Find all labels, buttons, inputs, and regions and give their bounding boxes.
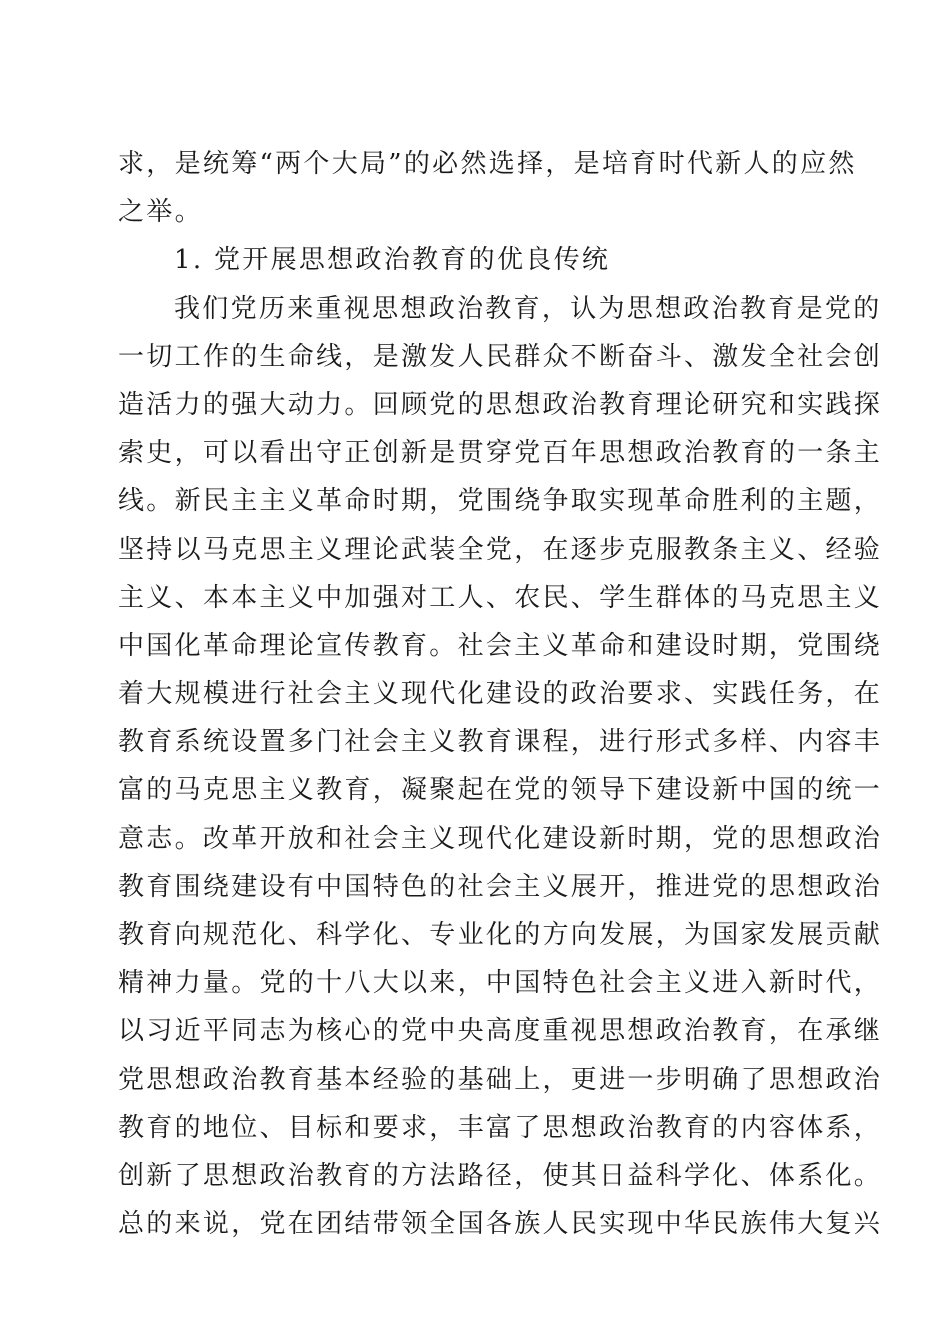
text-line: 一切工作的生命线，是激发人民群众不断奋斗、激发全社会创 bbox=[118, 341, 883, 372]
text-line: 索史，可以看出守正创新是贯穿党百年思想政治教育的一条主 bbox=[118, 438, 883, 469]
text-line: 求，是统筹“两个大局”的必然选择，是培育时代新人的应然 bbox=[118, 149, 857, 179]
text-line: 精神力量。党的十八大以来，中国特色社会主义进入新时代， bbox=[118, 968, 883, 999]
text-line: 线。新民主主义革命时期，党围绕争取实现革命胜利的主题， bbox=[118, 486, 883, 517]
paragraph-first-line: 我们党历来重视思想政治教育，认为思想政治教育是党的 bbox=[174, 293, 882, 324]
text-line: 以习近平同志为核心的党中央高度重视思想政治教育，在承继 bbox=[118, 1016, 883, 1047]
text-line: 党思想政治教育基本经验的基础上，更进一步明确了思想政治 bbox=[118, 1064, 883, 1095]
text-line: 主义、本本主义中加强对工人、农民、学生群体的马克思主义 bbox=[118, 582, 883, 613]
text-line: 造活力的强大动力。回顾党的思想政治教育理论研究和实践探 bbox=[118, 389, 883, 420]
text-line: 总的来说，党在团结带领全国各族人民实现中华民族伟大复兴 bbox=[118, 1209, 883, 1240]
text-line: 教育的地位、目标和要求，丰富了思想政治教育的内容体系， bbox=[118, 1112, 883, 1143]
text-line: 教育向规范化、科学化、专业化的方向发展，为国家发展贡献 bbox=[118, 920, 883, 950]
text-line: 富的马克思主义教育，凝聚起在党的领导下建设新中国的统一 bbox=[118, 775, 883, 806]
text-line: 着大规模进行社会主义现代化建设的政治要求、实践任务，在 bbox=[118, 679, 883, 710]
text-line: 坚持以马克思主义理论武装全党，在逐步克服教条主义、经验 bbox=[118, 534, 883, 565]
text-line: 意志。改革开放和社会主义现代化建设新时期，党的思想政治 bbox=[118, 823, 883, 854]
text-line: 教育围绕建设有中国特色的社会主义展开，推进党的思想政治 bbox=[118, 871, 883, 902]
text-line: 教育系统设置多门社会主义教育课程，进行形式多样、内容丰 bbox=[118, 727, 883, 758]
text-line: 中国化革命理论宣传教育。社会主义革命和建设时期，党围绕 bbox=[118, 630, 883, 661]
text-line: 之举。 bbox=[118, 197, 203, 228]
section-heading: 1. 党开展思想政治教育的优良传统 bbox=[174, 245, 611, 276]
body-text bbox=[118, 140, 883, 1248]
text-line: 创新了思想政治教育的方法路径，使其日益科学化、体系化。 bbox=[118, 1160, 883, 1191]
